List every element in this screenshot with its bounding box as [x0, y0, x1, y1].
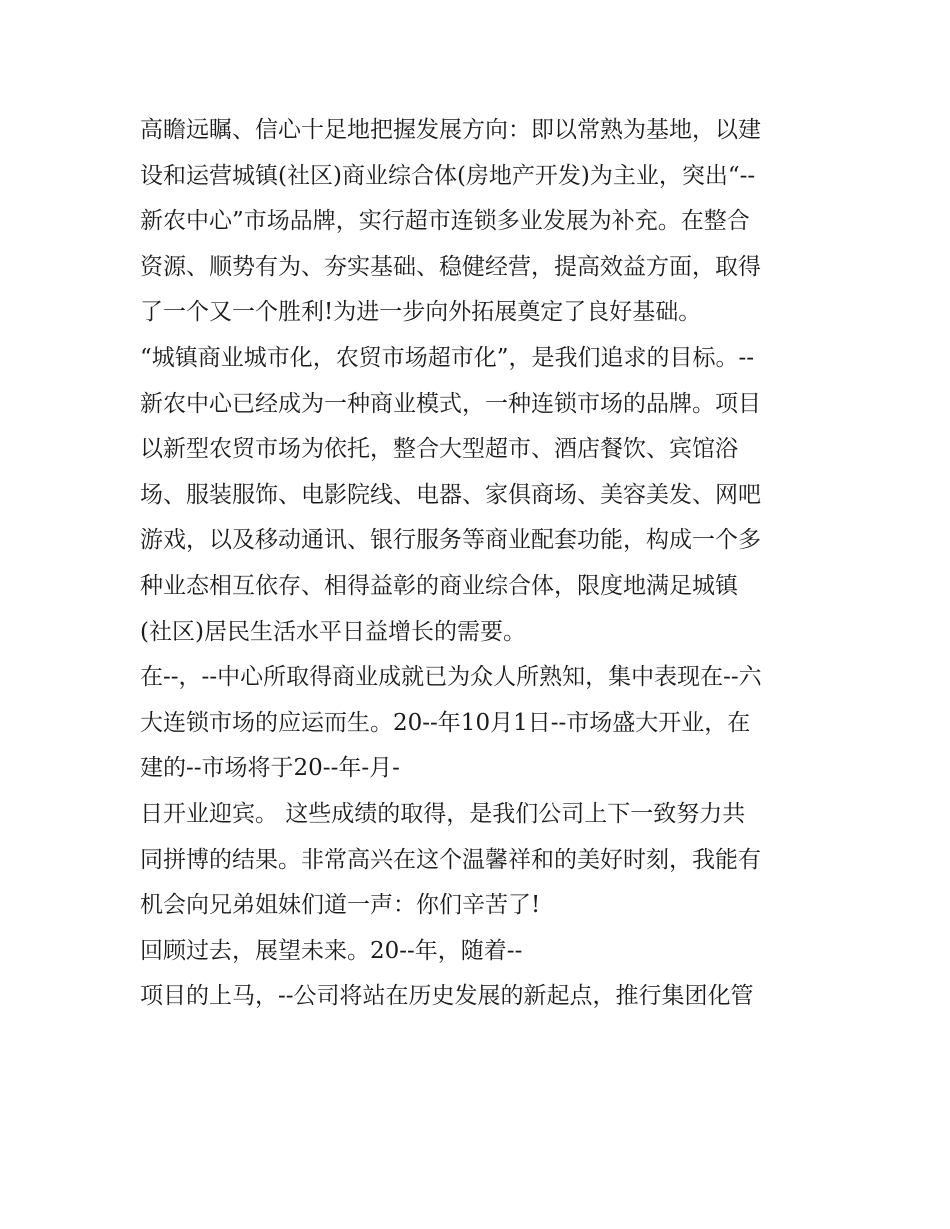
text-line-9: 场、服装服饰、电影院线、电器、家俱商场、美容美发、网吧 [140, 481, 761, 508]
text-line-16: 日开业迎宾。 这些成绩的取得，是我们公司上下一致努力共 [140, 800, 746, 827]
text-line-15: 建的--市场将于20--年-月- [140, 755, 400, 782]
document-body [140, 108, 820, 1020]
text-line-18: 机会向兄弟姐妹们道一声：你们辛苦了! [140, 892, 541, 919]
text-line-11: 种业态相互依存、相得益彰的商业综合体，限度地满足城镇 [140, 572, 738, 599]
text-line-7: 新农中心已经成为一种商业模式，一种连锁市场的品牌。项目 [140, 390, 761, 417]
text-line-12: (社区)居民生活水平日益增长的需要。 [140, 618, 526, 645]
text-line-1: 高瞻远瞩、信心十足地把握发展方向：即以常熟为基地，以建 [140, 117, 761, 143]
text-line-20: 项目的上马，--公司将站在历史发展的新起点，推行集团化管 [140, 983, 754, 1010]
text-line-6: “城镇商业城市化，农贸市场超市化”，是我们追求的目标。-- [140, 344, 755, 371]
text-line-17: 同拼博的结果。非常高兴在这个温馨祥和的美好时刻，我能有 [140, 846, 761, 873]
text-line-14: 大连锁市场的应运而生。20--年10月1日--市场盛大开业，在 [140, 709, 751, 736]
text-line-2: 设和运营城镇(社区)商业综合体(房地产开发)为主业，突出“-- [140, 162, 756, 189]
text-line-13: 在--，--中心所取得商业成就已为众人所熟知，集中表现在--六 [140, 664, 762, 691]
text-line-3: 新农中心”市场品牌，实行超市连锁多业发展为补充。在整合 [140, 208, 750, 235]
text-line-19: 回顾过去，展望未来。20--年，随着-- [140, 937, 523, 964]
text-line-5: 了一个又一个胜利!为进一步向外拓展奠定了良好基础。 [140, 299, 702, 326]
text-line-10: 游戏，以及移动通讯、银行服务等商业配套功能，构成一个多 [140, 527, 761, 554]
text-line-8: 以新型农贸市场为依托，整合大型超市、酒店餐饮、宾馆浴 [140, 436, 738, 463]
text-line-4: 资源、顺势有为、夯实基础、稳健经营，提高效益方面，取得 [140, 253, 761, 280]
